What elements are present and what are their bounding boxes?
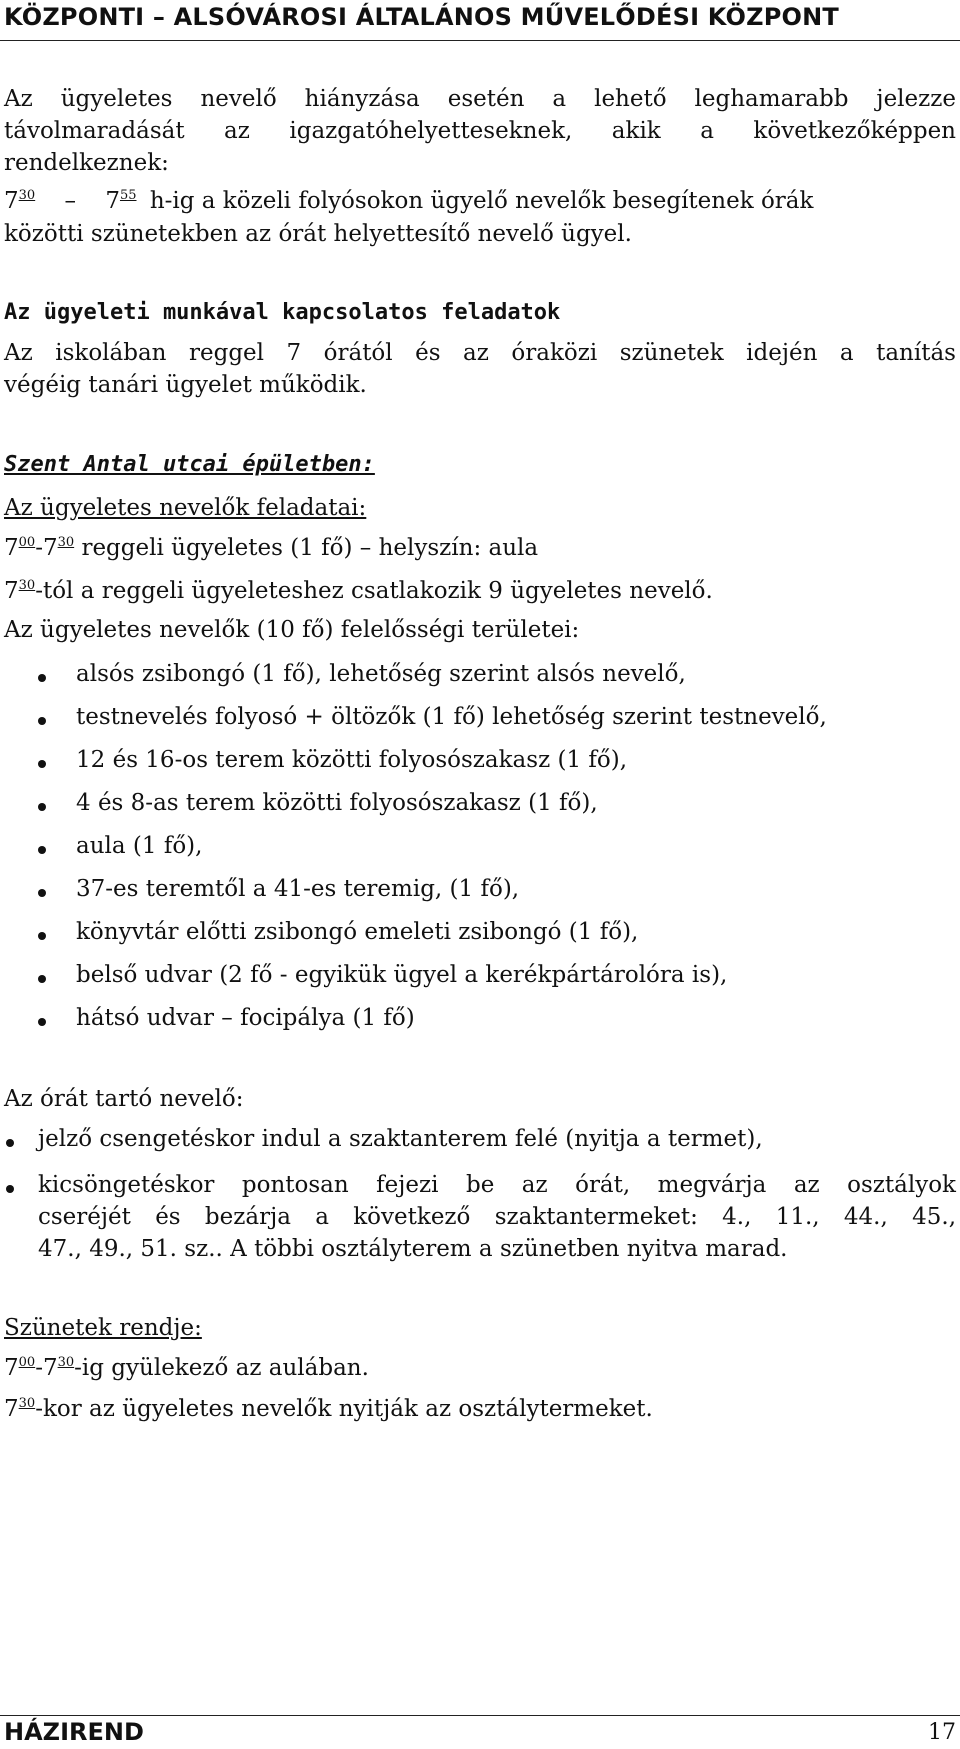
time-minutes: 30 bbox=[57, 1355, 75, 1370]
list-item-text: 12 és 16-os terem közötti folyosószakasz (1 fő), bbox=[76, 747, 628, 773]
areas-title: Az ügyeletes nevelők (10 fő) felelősségi területei: bbox=[4, 617, 580, 643]
list-item-text: cseréjét és bezárja a következő szaktantermeket: 4., 11., 44., 45., bbox=[38, 1204, 956, 1230]
list-item-text: könyvtár előtti zsibongó emeleti zsibongó (1 fő), bbox=[76, 919, 639, 945]
intro-line-2: távolmaradását az igazgatóhelyetteseknek, akik a következőképpen bbox=[4, 118, 956, 144]
intro-line-3: rendelkeznek: bbox=[4, 150, 169, 176]
join-duty-text: -tól a reggeli ügyeleteshez csatlakozik 9 ügyeletes nevelő. bbox=[35, 578, 713, 604]
bullet-icon bbox=[38, 803, 46, 811]
list-item-text: 4 és 8-as terem közötti folyosószakasz (1 fő), bbox=[76, 790, 598, 816]
page-number: 17 bbox=[928, 1720, 956, 1745]
time-hour: 7 bbox=[105, 188, 120, 214]
bullet-icon bbox=[38, 932, 46, 940]
time-minutes: 30 bbox=[18, 188, 36, 203]
section-heading: Az ügyeleti munkával kapcsolatos feladatok bbox=[4, 300, 561, 325]
time-minutes: 00 bbox=[18, 1355, 36, 1370]
intro-line-5: közötti szünetekben az órát helyettesítő nevelő ügyel. bbox=[4, 221, 632, 247]
page-header bbox=[0, 0, 960, 41]
intro-line-1: Az ügyeletes nevelő hiányzása esetén a lehető leghamarabb jelezze bbox=[4, 86, 956, 112]
section2-heading: Szent Antal utcai épületben: bbox=[4, 452, 375, 477]
time-minutes: 00 bbox=[18, 535, 36, 550]
breaks-row-1-text: -ig gyülekező az aulában. bbox=[74, 1355, 369, 1381]
footer-title: HÁZIREND bbox=[4, 1718, 144, 1746]
list-item-text: testnevelés folyosó + öltözők (1 fő) lehetőség szerint testnevelő, bbox=[76, 704, 827, 730]
list-item-text: kicsöngetéskor pontosan fejezi be az órát, megvárja az osztályok bbox=[38, 1172, 956, 1198]
bullet-icon bbox=[38, 717, 46, 725]
list-item-text: belső udvar (2 fő - egyikük ügyel a kerékpártárolóra is), bbox=[76, 962, 728, 988]
breaks-row-1 bbox=[4, 1355, 956, 1381]
morning-duty-text: reggeli ügyeletes (1 fő) – helyszín: aula bbox=[74, 535, 539, 561]
morning-duty-row bbox=[4, 535, 956, 561]
time-minutes: 30 bbox=[18, 578, 36, 593]
header-title: KÖZPONTI – ALSÓVÁROSI ÁLTALÁNOS MŰVELŐDÉSI KÖZPONT bbox=[4, 3, 839, 31]
breaks-row-2-text: -kor az ügyeletes nevelők nyitják az osztálytermeket. bbox=[35, 1396, 653, 1422]
section1-line-2: végéig tanári ügyelet működik. bbox=[4, 372, 367, 398]
section1-line-1: Az iskolában reggel 7 órától és az óraközi szünetek idején a tanítás bbox=[4, 340, 956, 366]
time-separator: -7 bbox=[35, 535, 58, 561]
time-hour: 7 bbox=[4, 1355, 19, 1381]
breaks-title: Szünetek rendje: bbox=[4, 1315, 202, 1341]
bullet-icon bbox=[38, 1018, 46, 1026]
time-hour: 7 bbox=[4, 578, 19, 604]
list-item-text: alsós zsibongó (1 fő), lehetőség szerint alsós nevelő, bbox=[76, 661, 686, 687]
time-hour: 7 bbox=[4, 535, 19, 561]
join-duty-row bbox=[4, 578, 956, 604]
list-item-text: aula (1 fő), bbox=[76, 833, 203, 859]
time-separator: -7 bbox=[35, 1355, 58, 1381]
list-item-text: 47., 49., 51. sz.. A többi osztályterem a szünetben nyitva marad. bbox=[38, 1236, 788, 1262]
breaks-row-2 bbox=[4, 1396, 956, 1422]
bullet-icon bbox=[38, 846, 46, 854]
bullet-icon bbox=[38, 760, 46, 768]
time-hour: 7 bbox=[4, 1396, 19, 1422]
list-item-text: hátsó udvar – focipálya (1 fő) bbox=[76, 1005, 415, 1031]
time-minutes: 55 bbox=[119, 188, 137, 203]
intro-line-4 bbox=[4, 188, 956, 214]
time-hour: 7 bbox=[4, 188, 19, 214]
dash: – bbox=[64, 188, 76, 214]
bullet-icon bbox=[6, 1185, 14, 1193]
intro-line-4-text: h-ig a közeli folyósokon ügyelő nevelők besegítenek órák bbox=[149, 188, 814, 214]
list-item-text: jelző csengetéskor indul a szaktanterem felé (nyitja a termet), bbox=[38, 1126, 763, 1152]
page-footer bbox=[0, 1715, 960, 1749]
time-minutes: 30 bbox=[18, 1396, 36, 1411]
bullet-icon bbox=[6, 1139, 14, 1147]
bullet-icon bbox=[38, 674, 46, 682]
teacher-duties-title: Az órát tartó nevelő: bbox=[4, 1086, 244, 1112]
list-item-text: 37-es teremtől a 41-es teremig, (1 fő), bbox=[76, 876, 520, 902]
time-minutes: 30 bbox=[57, 535, 75, 550]
section2-subheading: Az ügyeletes nevelők feladatai: bbox=[4, 495, 367, 521]
bullet-icon bbox=[38, 975, 46, 983]
bullet-icon bbox=[38, 889, 46, 897]
